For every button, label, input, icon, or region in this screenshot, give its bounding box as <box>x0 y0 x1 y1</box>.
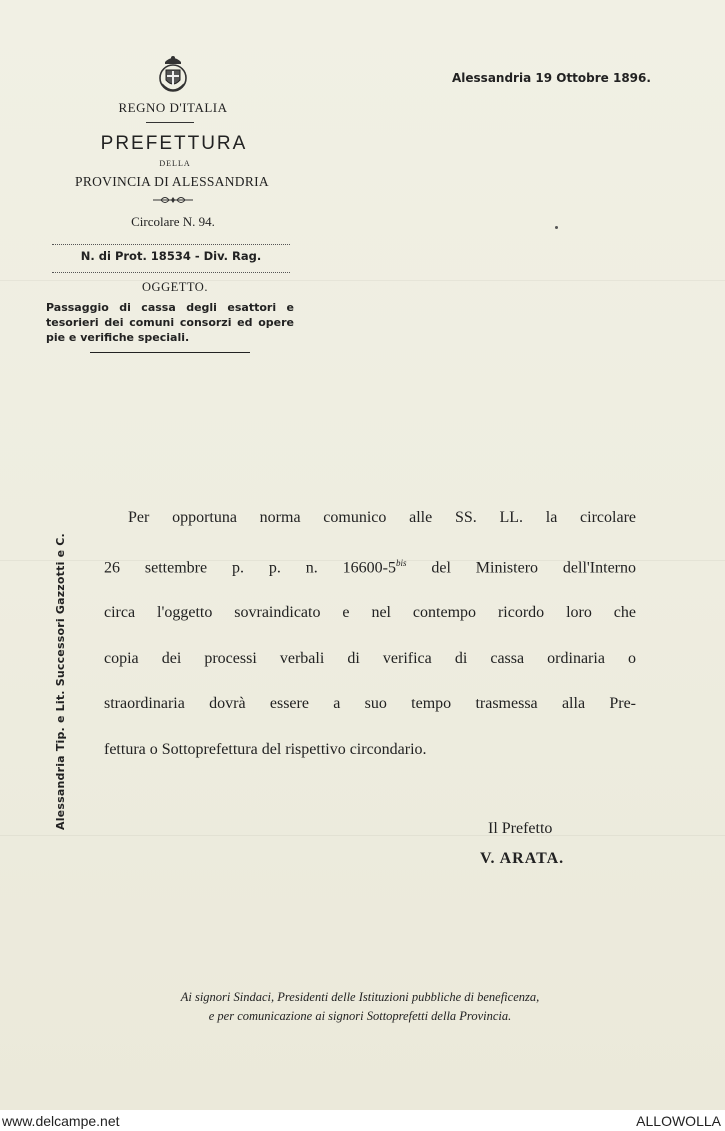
kingdom-title: REGNO D'ITALIA <box>118 100 228 115</box>
dotted-divider <box>52 244 290 245</box>
printer-imprint: Alessandria Tip. e Lit. Successori Gazzotti e C. <box>54 533 67 830</box>
signature-title: Il Prefetto <box>488 820 553 837</box>
subject-text: Passaggio di cassa degli esattori e tesorieri dei comuni consorzi ed opere pie e verifiche speciali. <box>46 301 294 344</box>
body-line: Per opportuna norma comunico alle SS. LL. la circolare <box>128 509 636 526</box>
watermark-left: www.delcampe.net <box>2 1113 120 1129</box>
prefecture-title: PREFETTURA <box>100 133 248 154</box>
dotted-divider <box>52 272 290 273</box>
circular-number: Circolare N. 94. <box>131 214 215 229</box>
body-line: circa l'oggetto sovraindicato e nel contempo ricordo loro che <box>104 604 636 622</box>
body-line: 26 settembre p. p. n. $16600-5^{bis}$ del Ministero dell'Interno <box>104 557 636 576</box>
watermark-right: ALLOWOLLA <box>636 1113 721 1129</box>
province-title: PROVINCIA DI ALESSANDRIA <box>75 174 269 189</box>
body-line: straordinaria dovrà essere a suo tempo trasmessa alla Pre- <box>104 695 636 713</box>
ink-spot <box>555 226 558 229</box>
body-line: copia dei processi verbali di verifica di cassa ordinaria o <box>104 649 636 667</box>
divider <box>90 352 250 353</box>
protocol-number: N. di Prot. 18534 - Div. Rag. <box>80 249 262 263</box>
letter-body <box>104 495 636 772</box>
della-label: DELLA <box>159 159 191 168</box>
royal-crest-icon <box>155 54 191 94</box>
divider <box>146 122 194 123</box>
addressees-line: Ai signori Sindaci, Presidenti delle Istituzioni pubbliche di beneficenza, <box>180 990 540 1004</box>
body-line: fettura o Sottoprefettura del rispettivo circondario. <box>104 740 427 758</box>
signature-name: V. ARATA. <box>480 850 565 867</box>
subject-label: OGGETTO. <box>142 280 208 294</box>
ornament-icon <box>151 194 195 206</box>
watermark-bar <box>0 1110 725 1131</box>
addressees-line: e per comunicazione ai signori Sottoprefetti della Provincia. <box>208 1009 512 1023</box>
document-date: Alessandria 19 Ottobre 1896. <box>452 71 651 85</box>
